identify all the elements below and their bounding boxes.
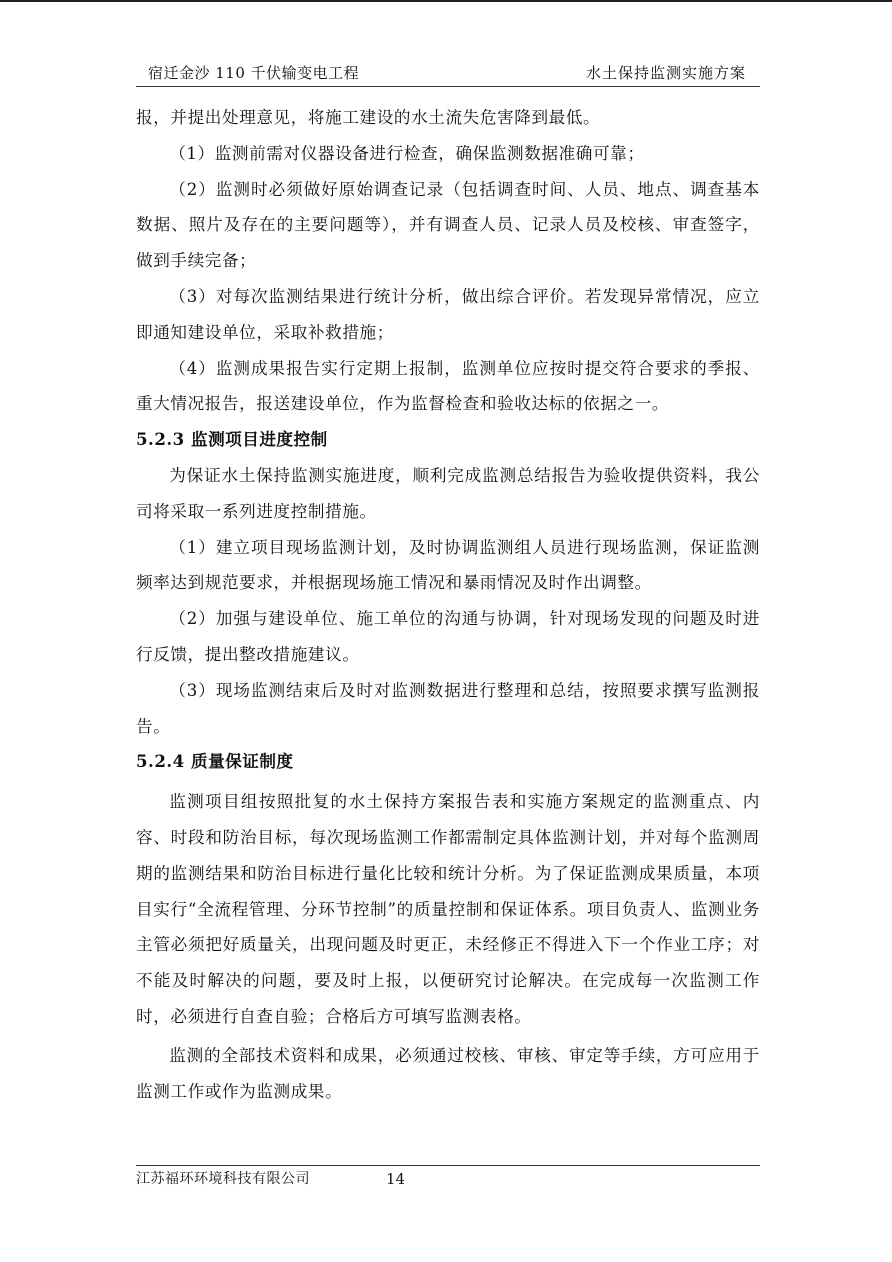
page-footer bbox=[136, 1169, 760, 1191]
list-item: （1）监测前需对仪器设备进行检查，确保监测数据准确可靠； bbox=[169, 143, 645, 163]
list-item: （3）现场监测结束后及时对监测数据进行整理和总结，按照要求撰写监测报告。 bbox=[136, 680, 760, 736]
footer-divider bbox=[136, 1165, 760, 1166]
section-heading-5-2-4: 5.2.4 质量保证制度 bbox=[136, 751, 294, 772]
list-item: （4）监测成果报告实行定期上报制，监测单位应按时提交符合要求的季报、重大情况报告，报送建设单位，作为监督检查和验收达标的依据之一。 bbox=[136, 358, 760, 414]
list-item: （2）加强与建设单位、施工单位的沟通与协调，针对现场发现的问题及时进行反馈，提出整改措施建议。 bbox=[136, 609, 760, 664]
page-top-border bbox=[0, 0, 892, 2]
page-number: 14 bbox=[386, 1170, 406, 1188]
header-project-title: 宿迁金沙 110 千伏输变电工程 bbox=[148, 64, 360, 82]
header-document-title: 水土保持监测实施方案 bbox=[585, 64, 746, 82]
section-5-2-4-paragraph: 监测的全部技术资料和成果，必须通过校核、审核、审定等手续，方可应用于监测工作或作为监测成果。 bbox=[136, 1045, 760, 1101]
header-divider bbox=[136, 86, 760, 87]
list-item: （3）对每次监测结果进行统计分析，做出综合评价。若发现异常情况，应立即通知建设单位，采取补救措施； bbox=[136, 286, 760, 342]
intro-paragraph: 报，并提出处理意见，将施工建设的水土流失危害降到最低。 bbox=[136, 108, 601, 127]
section-5-2-4-paragraph: 监测项目组按照批复的水土保持方案报告表和实施方案规定的监测重点、内容、时段和防治目标，每次现场监测工作都需制定具体监测计划，并对每个监测周期的监测结果和防治目标进行量化比较和统计分析。为了保证监测成果质量，本项目实行“全流程管理、分环节控制”的质量控制和保证体系。项目负责人、监测业务主管必须把好质量关，出现问题及时更正，未经修正不得进入下一个作业工序；对不能及时解决的问题，要及时上报，以便研究讨论解决。在完成每一次监测工作时，必须进行自查自验；合格后方可填写监测表格。 bbox=[136, 792, 760, 1026]
list-item: （1）建立项目现场监测计划，及时协调监测组人员进行现场监测，保证监测频率达到规范要求，并根据现场施工情况和暴雨情况及时作出调整。 bbox=[136, 537, 760, 593]
footer-company-name: 江苏福环环境科技有限公司 bbox=[136, 1171, 310, 1187]
list-item: （2）监测时必须做好原始调查记录（包括调查时间、人员、地点、调查基本数据、照片及存在的主要问题等），并有调查人员、记录人员及校核、审查签字，做到手续完备； bbox=[136, 179, 760, 271]
section-5-2-3-intro: 为保证水土保持监测实施进度，顺利完成监测总结报告为验收提供资料，我公司将采取一系列进度控制措施。 bbox=[136, 465, 760, 521]
document-body bbox=[136, 100, 760, 1109]
page-header bbox=[136, 62, 760, 86]
section-heading-5-2-3: 5.2.3 监测项目进度控制 bbox=[136, 429, 328, 450]
